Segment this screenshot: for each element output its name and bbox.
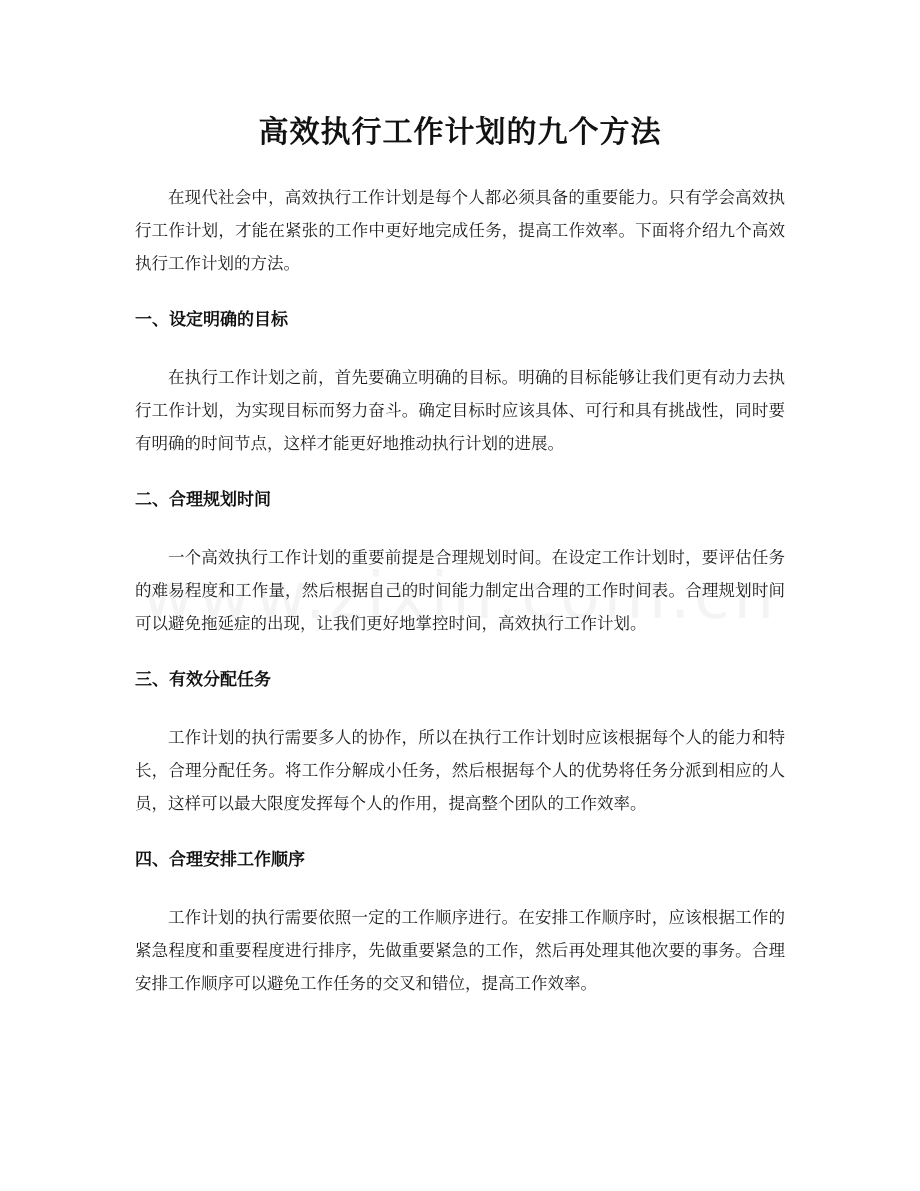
section-body-3: 工作计划的执行需要多人的协作，所以在执行工作计划时应该根据每个人的能力和特长，合理分配任务。将工作分解成小任务，然后根据每个人的优势将任务分派到相应的人员，这样可以最大限度发挥每个人的作用，提高整个团队的工作效率。 (135, 728, 785, 813)
section-body-2: 一个高效执行工作计划的重要前提是合理规划时间。在设定工作计划时，要评估任务的难易程度和工作量，然后根据自己的时间能力制定出合理的工作时间表。合理规划时间可以避免拖延症的出现，让我们更好地掌控时间，高效执行工作计划。 (135, 548, 785, 633)
section-body-4: 工作计划的执行需要依照一定的工作顺序进行。在安排工作顺序时，应该根据工作的紧急程度和重要程度进行排序，先做重要紧急的工作，然后再处理其他次要的事务。合理安排工作顺序可以避免工作任务的交叉和错位，提高工作效率。 (135, 908, 785, 993)
section-body-1: 在执行工作计划之前，首先要确立明确的目标。明确的目标能够让我们更有动力去执行工作计划，为实现目标而努力奋斗。确定目标时应该具体、可行和具有挑战性，同时要有明确的时间节点，这样才能更好地推动执行计划的进展。 (135, 368, 785, 453)
section-heading-2: 二、合理规划时间 (135, 490, 271, 510)
section-heading-1: 一、设定明确的目标 (135, 310, 288, 330)
page-title: 高效执行工作计划的九个方法 (258, 115, 662, 150)
section-heading-3: 三、有效分配任务 (135, 670, 271, 690)
intro-paragraph: 在现代社会中，高效执行工作计划是每个人都必须具备的重要能力。只有学会高效执行工作计划，才能在紧张的工作中更好地完成任务，提高工作效率。下面将介绍九个高效执行工作计划的方法。 (135, 188, 785, 273)
section-heading-4: 四、合理安排工作顺序 (135, 850, 305, 870)
